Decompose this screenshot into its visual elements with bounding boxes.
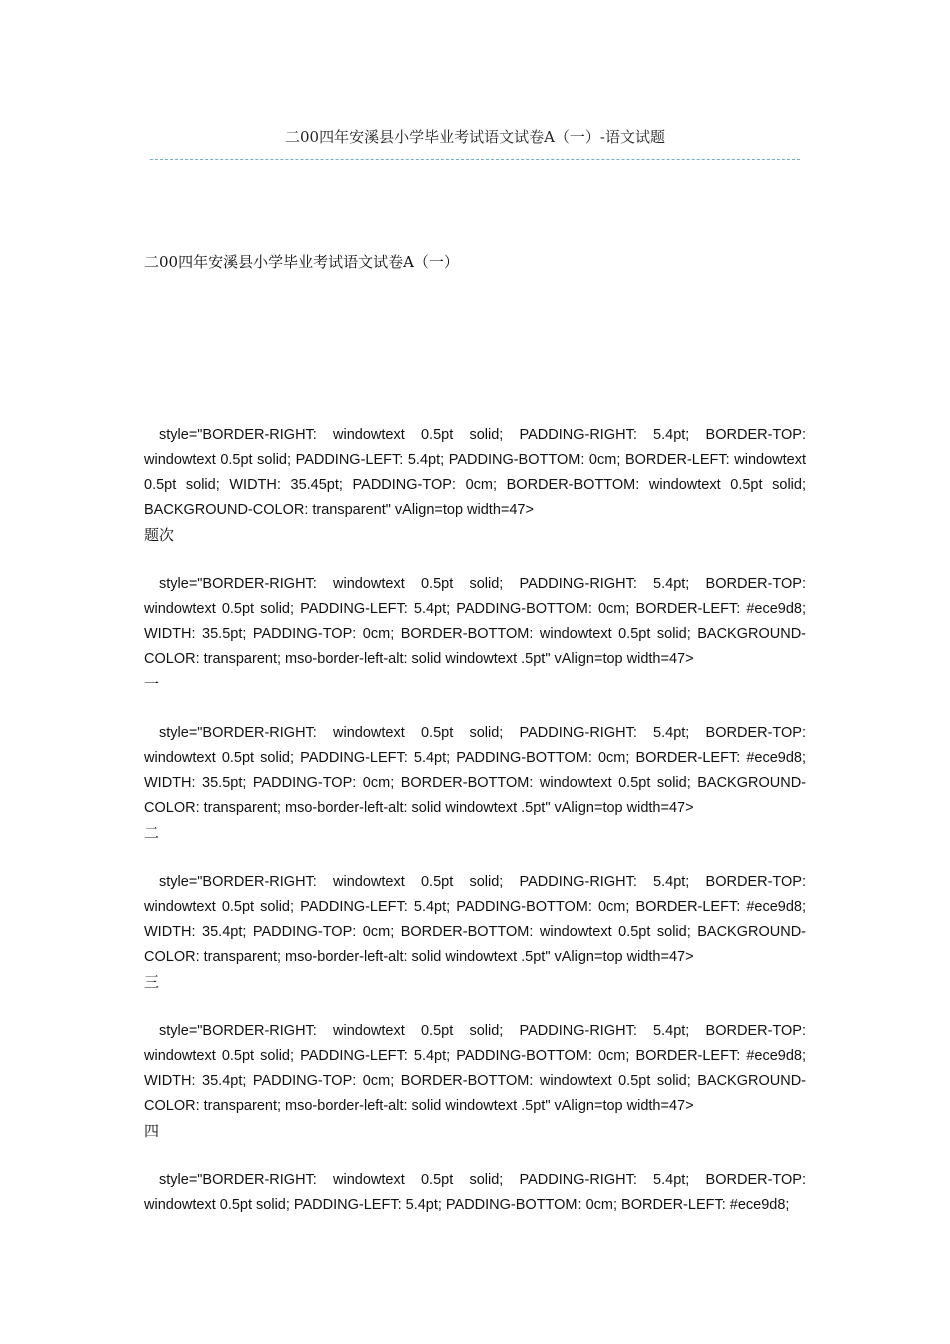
document-title: 二00四年安溪县小学毕业考试语文试卷A（一） — [144, 253, 459, 271]
style-attribute-text: style="BORDER-RIGHT: windowtext 0.5pt solid; PADDING-RIGHT: 5.4pt; BORDER-TOP: windowtext 0.5pt solid; PADDING-LEFT: 5.4pt; PADDING-BOTTOM: 0cm; BORDER-LEFT: #ece9d8; WIDTH: 35.5pt; PADDING-TOP: 0cm; BORDER-BOTTOM: windowtext 0.5pt solid; BACKGROUND-COLOR: transparent; mso-border-left-alt: solid windowtext .5pt" vAlign=top width=47> — [144, 576, 806, 667]
content-block — [144, 1168, 806, 1218]
cell-label: 题次 — [144, 526, 175, 544]
style-attribute-text: style="BORDER-RIGHT: windowtext 0.5pt solid; PADDING-RIGHT: 5.4pt; BORDER-TOP: windowtext 0.5pt solid; PADDING-LEFT: 5.4pt; PADDING-BOTTOM: 0cm; BORDER-LEFT: #ece9d8; WIDTH: 35.4pt; PADDING-TOP: 0cm; BORDER-BOTTOM: windowtext 0.5pt solid; BACKGROUND-COLOR: transparent; mso-border-left-alt: solid windowtext .5pt" vAlign=top width=47> — [144, 874, 806, 965]
header-divider — [150, 159, 800, 160]
cell-label: 二 — [144, 824, 160, 842]
content-block — [144, 870, 806, 995]
style-attribute-text: style="BORDER-RIGHT: windowtext 0.5pt solid; PADDING-RIGHT: 5.4pt; BORDER-TOP: windowtext 0.5pt solid; PADDING-LEFT: 5.4pt; PADDING-BOTTOM: 0cm; BORDER-LEFT: windowtext 0.5pt solid; WIDTH: 35.45pt; PADDING-TOP: 0cm; BORDER-BOTTOM: windowtext 0.5pt solid; BACKGROUND-COLOR: transparent" vAlign=top width=47> — [144, 427, 806, 518]
content-block — [144, 423, 806, 548]
style-attribute-text: style="BORDER-RIGHT: windowtext 0.5pt solid; PADDING-RIGHT: 5.4pt; BORDER-TOP: windowtext 0.5pt solid; PADDING-LEFT: 5.4pt; PADDING-BOTTOM: 0cm; BORDER-LEFT: #ece9d8; WIDTH: 35.4pt; PADDING-TOP: 0cm; BORDER-BOTTOM: windowtext 0.5pt solid; BACKGROUND-COLOR: transparent; mso-border-left-alt: solid windowtext .5pt" vAlign=top width=47> — [144, 1023, 806, 1114]
cell-label: 三 — [144, 973, 160, 991]
cell-label: 四 — [144, 1122, 160, 1140]
content-block — [144, 1019, 806, 1144]
style-attribute-text: style="BORDER-RIGHT: windowtext 0.5pt solid; PADDING-RIGHT: 5.4pt; BORDER-TOP: windowtext 0.5pt solid; PADDING-LEFT: 5.4pt; PADDING-BOTTOM: 0cm; BORDER-LEFT: #ece9d8; — [144, 1172, 806, 1213]
cell-label: 一 — [144, 675, 160, 693]
content-block — [144, 572, 806, 697]
document-body — [144, 423, 806, 1218]
page-header-title: 二00四年安溪县小学毕业考试语文试卷A（一）-语文试题 — [285, 128, 665, 146]
style-attribute-text: style="BORDER-RIGHT: windowtext 0.5pt solid; PADDING-RIGHT: 5.4pt; BORDER-TOP: windowtext 0.5pt solid; PADDING-LEFT: 5.4pt; PADDING-BOTTOM: 0cm; BORDER-LEFT: #ece9d8; WIDTH: 35.5pt; PADDING-TOP: 0cm; BORDER-BOTTOM: windowtext 0.5pt solid; BACKGROUND-COLOR: transparent; mso-border-left-alt: solid windowtext .5pt" vAlign=top width=47> — [144, 725, 806, 816]
content-block — [144, 721, 806, 846]
